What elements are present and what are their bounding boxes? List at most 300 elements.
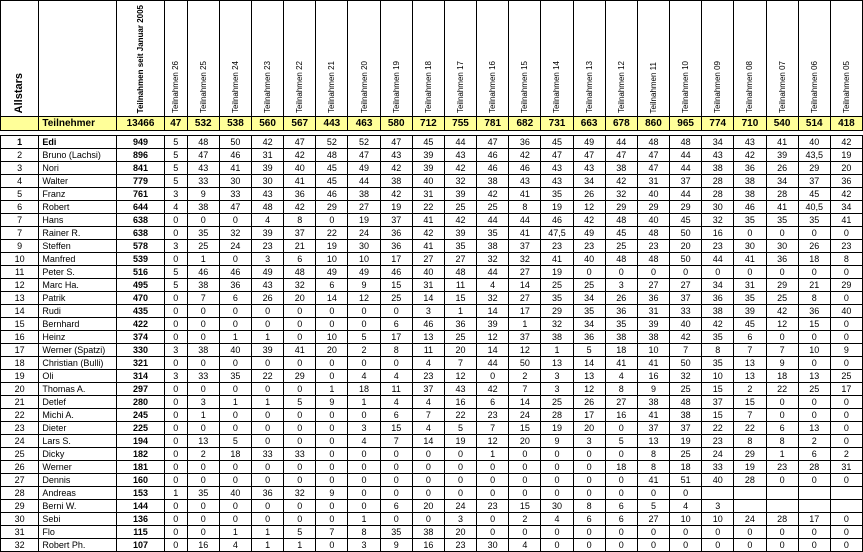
value-cell: 44 xyxy=(348,175,380,188)
value-cell: 35 xyxy=(798,214,830,227)
value-cell: 27 xyxy=(348,201,380,214)
table-row xyxy=(1,435,863,448)
value-cell: 11 xyxy=(380,383,412,396)
value-cell: 37 xyxy=(509,240,541,253)
value-cell xyxy=(798,500,830,513)
table-row xyxy=(1,305,863,318)
value-cell: 35 xyxy=(766,214,798,227)
value-cell: 0 xyxy=(734,227,766,240)
value-cell: 1 xyxy=(348,396,380,409)
total-cell: 495 xyxy=(117,279,165,292)
value-cell: 12 xyxy=(573,201,605,214)
column-header xyxy=(348,1,380,117)
value-cell: 6 xyxy=(316,279,348,292)
value-cell: 16 xyxy=(637,370,669,383)
value-cell: 3 xyxy=(541,370,573,383)
value-cell: 3 xyxy=(164,344,187,357)
value-cell: 8 xyxy=(637,461,669,474)
value-cell: 32 xyxy=(284,279,316,292)
value-cell: 47 xyxy=(637,162,669,175)
value-cell: 3 xyxy=(605,279,637,292)
value-cell: 22 xyxy=(734,422,766,435)
value-cell: 1 xyxy=(187,409,219,422)
value-cell: 35 xyxy=(734,292,766,305)
value-cell xyxy=(734,487,766,500)
value-cell: 36 xyxy=(830,175,862,188)
value-cell: 0 xyxy=(284,331,316,344)
value-cell: 38 xyxy=(702,162,734,175)
value-cell: 32 xyxy=(477,253,509,266)
rank-cell: 21 xyxy=(1,396,39,409)
value-cell: 25 xyxy=(670,448,702,461)
value-cell: 40 xyxy=(284,162,316,175)
value-cell: 19 xyxy=(541,422,573,435)
value-cell: 0 xyxy=(316,370,348,383)
value-cell: 7 xyxy=(444,357,476,370)
table-row xyxy=(1,214,863,227)
value-cell: 0 xyxy=(573,461,605,474)
value-cell: 44 xyxy=(670,149,702,162)
value-cell: 0 xyxy=(164,513,187,526)
value-cell: 3 xyxy=(412,305,444,318)
value-cell: 0 xyxy=(670,539,702,552)
totals-value-cell: 443 xyxy=(316,117,348,131)
value-cell: 33 xyxy=(284,448,316,461)
totals-value-cell: 755 xyxy=(444,117,476,131)
name-cell: Manfred xyxy=(39,253,117,266)
name-cell: Hans xyxy=(39,214,117,227)
total-cell: 182 xyxy=(117,448,165,461)
value-cell: 32 xyxy=(541,318,573,331)
value-cell: 25 xyxy=(605,240,637,253)
value-cell: 0 xyxy=(541,448,573,461)
value-cell: 41 xyxy=(766,136,798,149)
totals-sum-cell: 13466 xyxy=(117,117,165,131)
value-cell: 0 xyxy=(187,461,219,474)
value-cell: 0 xyxy=(164,253,187,266)
column-header-label: Teilnahmen 20 xyxy=(359,61,369,114)
value-cell: 0 xyxy=(477,461,509,474)
value-cell: 41 xyxy=(766,201,798,214)
value-cell: 0 xyxy=(637,526,669,539)
value-cell: 0 xyxy=(830,227,862,240)
value-cell: 15 xyxy=(702,409,734,422)
value-cell: 0 xyxy=(164,292,187,305)
value-cell: 0 xyxy=(798,357,830,370)
value-cell: 16 xyxy=(605,409,637,422)
column-header-label: Teilnahmen 05 xyxy=(841,61,851,114)
value-cell: 32 xyxy=(702,214,734,227)
column-header-label: Teilnahmen 06 xyxy=(809,61,819,114)
value-cell: 34 xyxy=(573,292,605,305)
name-cell: Dicky xyxy=(39,448,117,461)
value-cell: 0 xyxy=(766,539,798,552)
rank-cell: 19 xyxy=(1,370,39,383)
value-cell: 0 xyxy=(284,318,316,331)
column-header-label: Teilnahmen 19 xyxy=(391,61,401,114)
value-cell: 20 xyxy=(412,500,444,513)
value-cell: 24 xyxy=(734,513,766,526)
value-cell: 0 xyxy=(734,526,766,539)
column-header xyxy=(605,1,637,117)
value-cell: 22 xyxy=(252,370,284,383)
rank-cell: 10 xyxy=(1,253,39,266)
value-cell: 7 xyxy=(477,422,509,435)
value-cell: 41 xyxy=(412,240,444,253)
value-cell: 12 xyxy=(348,292,380,305)
value-cell: 15 xyxy=(798,318,830,331)
table-row xyxy=(1,149,863,162)
value-cell: 48 xyxy=(670,396,702,409)
value-cell: 13 xyxy=(412,331,444,344)
value-cell: 39 xyxy=(252,162,284,175)
value-cell: 1 xyxy=(219,331,251,344)
value-cell: 43 xyxy=(252,188,284,201)
value-cell: 45 xyxy=(412,136,444,149)
value-cell: 6 xyxy=(734,331,766,344)
value-cell: 7 xyxy=(670,344,702,357)
value-cell: 0 xyxy=(187,422,219,435)
value-cell: 41 xyxy=(284,175,316,188)
value-cell: 29 xyxy=(830,279,862,292)
total-cell: 761 xyxy=(117,188,165,201)
value-cell: 4 xyxy=(412,357,444,370)
value-cell: 33 xyxy=(187,370,219,383)
value-cell: 39 xyxy=(444,227,476,240)
column-header xyxy=(444,1,476,117)
value-cell: 34 xyxy=(766,175,798,188)
value-cell: 44 xyxy=(477,214,509,227)
value-cell: 0 xyxy=(348,448,380,461)
value-cell: 0 xyxy=(219,474,251,487)
totals-value-cell: 860 xyxy=(637,117,669,131)
value-cell: 45 xyxy=(316,175,348,188)
value-cell: 0 xyxy=(830,292,862,305)
value-cell: 4 xyxy=(164,201,187,214)
value-cell: 5 xyxy=(164,149,187,162)
value-cell: 23 xyxy=(573,240,605,253)
total-cell: 321 xyxy=(117,357,165,370)
value-cell: 0 xyxy=(316,305,348,318)
value-cell: 8 xyxy=(284,214,316,227)
value-cell: 27 xyxy=(670,279,702,292)
column-header xyxy=(702,1,734,117)
column-header-label: Teilnahmen 22 xyxy=(295,61,305,114)
value-cell: 0 xyxy=(316,461,348,474)
value-cell: 34 xyxy=(573,318,605,331)
value-cell: 15 xyxy=(509,500,541,513)
value-cell: 44 xyxy=(702,253,734,266)
value-cell: 32 xyxy=(605,188,637,201)
value-cell: 35 xyxy=(573,305,605,318)
value-cell: 0 xyxy=(284,435,316,448)
value-cell: 6 xyxy=(798,448,830,461)
value-cell: 5 xyxy=(637,500,669,513)
column-header-label: Teilnahmen 11 xyxy=(648,61,658,114)
value-cell: 0 xyxy=(573,474,605,487)
totals-value-cell: 560 xyxy=(252,117,284,131)
value-cell: 3 xyxy=(573,435,605,448)
value-cell: 44 xyxy=(477,266,509,279)
value-cell: 0 xyxy=(187,513,219,526)
value-cell: 0 xyxy=(348,500,380,513)
value-cell: 0 xyxy=(766,331,798,344)
value-cell: 48 xyxy=(252,201,284,214)
value-cell: 47 xyxy=(541,149,573,162)
value-cell: 43 xyxy=(541,162,573,175)
value-cell: 0 xyxy=(164,539,187,552)
value-cell: 7 xyxy=(316,526,348,539)
value-cell: 32 xyxy=(509,253,541,266)
value-cell: 10 xyxy=(702,513,734,526)
totals-value-cell: 514 xyxy=(798,117,830,131)
value-cell: 38 xyxy=(734,175,766,188)
value-cell: 0 xyxy=(252,383,284,396)
value-cell: 0 xyxy=(164,435,187,448)
value-cell: 47 xyxy=(348,149,380,162)
name-cell: Heinz xyxy=(39,331,117,344)
value-cell: 41 xyxy=(412,214,444,227)
column-header xyxy=(187,1,219,117)
total-header xyxy=(117,1,165,117)
value-cell: 37 xyxy=(380,214,412,227)
value-cell: 8 xyxy=(637,448,669,461)
value-cell: 22 xyxy=(412,201,444,214)
value-cell: 0 xyxy=(509,526,541,539)
value-cell: 36 xyxy=(252,487,284,500)
value-cell: 3 xyxy=(702,500,734,513)
value-cell: 5 xyxy=(605,435,637,448)
value-cell: 0 xyxy=(164,474,187,487)
table-row xyxy=(1,136,863,149)
value-cell: 28 xyxy=(798,461,830,474)
value-cell: 42 xyxy=(573,214,605,227)
value-cell: 0 xyxy=(798,227,830,240)
value-cell: 0 xyxy=(573,448,605,461)
value-cell: 23 xyxy=(637,240,669,253)
rank-cell: 18 xyxy=(1,357,39,370)
value-cell: 42 xyxy=(252,136,284,149)
value-cell: 13 xyxy=(798,422,830,435)
value-cell: 15 xyxy=(734,396,766,409)
value-cell: 20 xyxy=(444,526,476,539)
total-cell: 181 xyxy=(117,461,165,474)
value-cell: 5 xyxy=(164,136,187,149)
value-cell: 26 xyxy=(798,240,830,253)
value-cell: 0 xyxy=(605,422,637,435)
value-cell: 7 xyxy=(187,292,219,305)
value-cell: 14 xyxy=(412,435,444,448)
value-cell: 38 xyxy=(541,331,573,344)
value-cell: 0 xyxy=(316,539,348,552)
value-cell: 26 xyxy=(573,396,605,409)
value-cell: 7 xyxy=(380,435,412,448)
value-cell: 16 xyxy=(187,539,219,552)
value-cell: 52 xyxy=(316,136,348,149)
table-row xyxy=(1,396,863,409)
value-cell: 43 xyxy=(444,149,476,162)
name-cell: Peter S. xyxy=(39,266,117,279)
name-cell: Rainer R. xyxy=(39,227,117,240)
value-cell: 40 xyxy=(798,136,830,149)
value-cell: 42 xyxy=(766,305,798,318)
value-cell: 0 xyxy=(252,435,284,448)
value-cell: 44 xyxy=(477,357,509,370)
value-cell: 13 xyxy=(798,370,830,383)
value-cell: 37 xyxy=(670,422,702,435)
value-cell: 22 xyxy=(766,383,798,396)
rank-cell: 7 xyxy=(1,214,39,227)
column-header xyxy=(766,1,798,117)
value-cell: 0 xyxy=(605,539,637,552)
value-cell: 0 xyxy=(670,266,702,279)
value-cell: 42 xyxy=(830,136,862,149)
value-cell: 47 xyxy=(605,149,637,162)
value-cell: 42 xyxy=(412,227,444,240)
value-cell: 0 xyxy=(164,305,187,318)
value-cell: 8 xyxy=(734,435,766,448)
value-cell: 20 xyxy=(509,435,541,448)
value-cell: 38 xyxy=(637,331,669,344)
value-cell: 35 xyxy=(187,487,219,500)
value-cell: 36 xyxy=(734,162,766,175)
totals-value-cell: 540 xyxy=(766,117,798,131)
value-cell: 0 xyxy=(187,474,219,487)
value-cell: 7 xyxy=(734,344,766,357)
value-cell: 25 xyxy=(444,201,476,214)
table-row xyxy=(1,500,863,513)
value-cell: 0 xyxy=(509,474,541,487)
rank-cell: 26 xyxy=(1,461,39,474)
value-cell: 0 xyxy=(477,513,509,526)
value-cell: 0 xyxy=(412,448,444,461)
value-cell: 35 xyxy=(219,370,251,383)
value-cell: 27 xyxy=(509,292,541,305)
value-cell: 25 xyxy=(477,201,509,214)
value-cell: 1 xyxy=(541,344,573,357)
value-cell: 0 xyxy=(252,513,284,526)
value-cell: 29 xyxy=(605,201,637,214)
value-cell: 38 xyxy=(477,175,509,188)
total-cell: 297 xyxy=(117,383,165,396)
total-cell: 280 xyxy=(117,396,165,409)
value-cell: 35 xyxy=(541,292,573,305)
totals-value-cell: 567 xyxy=(284,117,316,131)
value-cell: 39 xyxy=(637,318,669,331)
table-row xyxy=(1,318,863,331)
value-cell: 47,5 xyxy=(541,227,573,240)
value-cell: 49 xyxy=(348,266,380,279)
name-cell: Detlef xyxy=(39,396,117,409)
column-header xyxy=(637,1,669,117)
value-cell: 42 xyxy=(380,162,412,175)
value-cell: 43 xyxy=(509,175,541,188)
value-cell: 35 xyxy=(702,331,734,344)
value-cell: 27 xyxy=(637,513,669,526)
value-cell: 18 xyxy=(605,461,637,474)
value-cell: 4 xyxy=(509,539,541,552)
value-cell: 0 xyxy=(187,305,219,318)
column-header xyxy=(477,1,509,117)
value-cell: 27 xyxy=(509,266,541,279)
value-cell: 25 xyxy=(798,383,830,396)
name-cell: Michi A. xyxy=(39,409,117,422)
table-row xyxy=(1,370,863,383)
value-cell: 0 xyxy=(830,396,862,409)
rank-cell: 3 xyxy=(1,162,39,175)
value-cell: 0 xyxy=(284,474,316,487)
value-cell: 0 xyxy=(316,318,348,331)
value-cell: 0 xyxy=(637,487,669,500)
value-cell: 0 xyxy=(412,461,444,474)
column-header xyxy=(412,1,444,117)
value-cell: 0 xyxy=(702,266,734,279)
rank-cell: 5 xyxy=(1,188,39,201)
value-cell: 38 xyxy=(605,331,637,344)
value-cell: 5 xyxy=(219,435,251,448)
value-cell: 0 xyxy=(605,448,637,461)
value-cell: 24 xyxy=(702,448,734,461)
value-cell: 19 xyxy=(444,435,476,448)
value-cell: 42 xyxy=(509,149,541,162)
value-cell: 0 xyxy=(573,266,605,279)
table-row xyxy=(1,474,863,487)
value-cell: 12 xyxy=(477,435,509,448)
total-cell: 435 xyxy=(117,305,165,318)
value-cell: 30 xyxy=(348,240,380,253)
value-cell: 0 xyxy=(164,318,187,331)
value-cell: 33 xyxy=(702,461,734,474)
value-cell: 18 xyxy=(670,461,702,474)
value-cell: 0 xyxy=(830,409,862,422)
value-cell: 0 xyxy=(798,526,830,539)
value-cell: 4 xyxy=(252,214,284,227)
value-cell: 38 xyxy=(637,396,669,409)
name-cell: Bernhard xyxy=(39,318,117,331)
value-cell: 1 xyxy=(509,318,541,331)
total-cell: 314 xyxy=(117,370,165,383)
value-cell: 19 xyxy=(830,149,862,162)
value-cell: 25 xyxy=(670,383,702,396)
totals-value-cell: 965 xyxy=(670,117,702,131)
value-cell: 19 xyxy=(734,461,766,474)
value-cell: 23 xyxy=(412,370,444,383)
value-cell: 36 xyxy=(702,292,734,305)
value-cell: 0 xyxy=(412,474,444,487)
value-cell: 31 xyxy=(637,305,669,318)
value-cell: 8 xyxy=(702,344,734,357)
value-cell: 36 xyxy=(380,240,412,253)
table-row xyxy=(1,357,863,370)
value-cell: 42 xyxy=(702,318,734,331)
value-cell: 19 xyxy=(348,214,380,227)
value-cell: 4 xyxy=(219,539,251,552)
value-cell: 25 xyxy=(573,279,605,292)
value-cell: 29 xyxy=(670,201,702,214)
value-cell: 8 xyxy=(605,383,637,396)
value-cell: 0 xyxy=(164,448,187,461)
value-cell xyxy=(734,500,766,513)
value-cell: 10 xyxy=(637,344,669,357)
rank-cell: 2 xyxy=(1,149,39,162)
value-cell: 10 xyxy=(316,331,348,344)
value-cell: 35 xyxy=(734,214,766,227)
value-cell: 39 xyxy=(252,344,284,357)
total-cell: 160 xyxy=(117,474,165,487)
value-cell: 0 xyxy=(412,513,444,526)
value-cell: 34 xyxy=(830,201,862,214)
value-cell: 0 xyxy=(284,383,316,396)
